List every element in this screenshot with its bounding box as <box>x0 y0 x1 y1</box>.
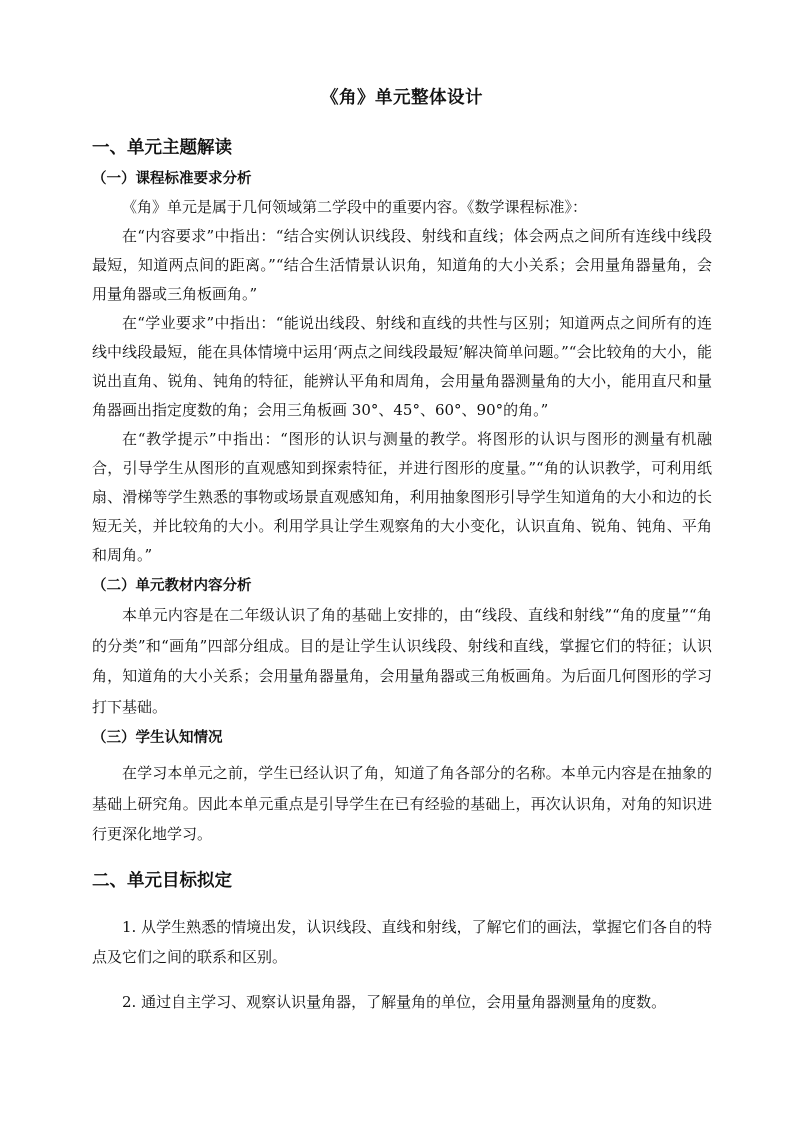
objective-item: 1. 从学生熟悉的情境出发，认识线段、直线和射线，了解它们的画法，掌握它们各自的特点及它们之间的联系和区别。 <box>92 917 712 966</box>
section1-heading: 一、单元主题解读 <box>92 138 232 158</box>
paragraph: 在学习本单元之前，学生已经认识了角，知道了角各部分的名称。本单元内容是在抽象的基础上研究角。因此本单元重点是引导学生在已有经验的基础上，再次认识角，对角的知识进行更深化地学习。 <box>92 764 712 843</box>
document-title: 《角》单元整体设计 <box>321 88 483 108</box>
objective-item: 2. 通过自主学习、观察认识量角器，了解量角的单位，会用量角器测量角的度数。 <box>122 992 667 1011</box>
paragraph: 在“学业要求”中指出：“能说出线段、射线和直线的共性与区别；知道两点之间所有的连线中线段最短，能在具体情境中运用‘两点之间线段最短’解决简单问题。”“会比较角的大小，能说出直角、锐角、钝角的特征，能辨认平角和周角，会用量角器测量角的大小，能用直尺和量角器画出指定度数的角；会用三角板画 30°、45°、60°、90°的角。” <box>92 314 712 419</box>
paragraph: 《角》单元是属于几何领域第二学段中的重要内容。《数学课程标准》： <box>122 198 588 216</box>
paragraph: 在“教学提示”中指出：“图形的认识与测量的教学。将图形的认识与图形的测量有机融合，引导学生从图形的直观感知到探索特征，并进行图形的度量。”“角的认识教学，可利用纸扇、滑梯等学生熟悉的事物或场景直观感知角，利用抽象图形引导学生知道角的大小和边的长短无关，并比较角的大小。利用学具让学生观察角的大小变化，认识直角、锐角、钝角、平角和周角。” <box>92 430 712 564</box>
paragraph: 在“内容要求”中指出：“结合实例认识线段、射线和直线；体会两点之间所有连线中线段最短，知道两点间的距离。”“结合生活情景认识角，知道角的大小关系；会用量角器量角，会用量角器或三角板画角。” <box>92 227 712 303</box>
section2-heading: 二、单元目标拟定 <box>92 870 232 891</box>
paragraph: 本单元内容是在二年级认识了角的基础上安排的，由“线段、直线和射线”“角的度量”“角的分类”和“画角”四部分组成。目的是让学生认识线段、射线和直线，掌握它们的特征；认识角，知道角的大小关系；会用量角器量角，会用量角器或三角板画角。为后面几何图形的学习打下基础。 <box>92 606 712 716</box>
sub3-heading: （三）学生认知情况 <box>92 730 223 746</box>
sub2-heading: （二）单元教材内容分析 <box>92 578 252 594</box>
sub1-heading: （一）课程标准要求分析 <box>92 171 252 187</box>
